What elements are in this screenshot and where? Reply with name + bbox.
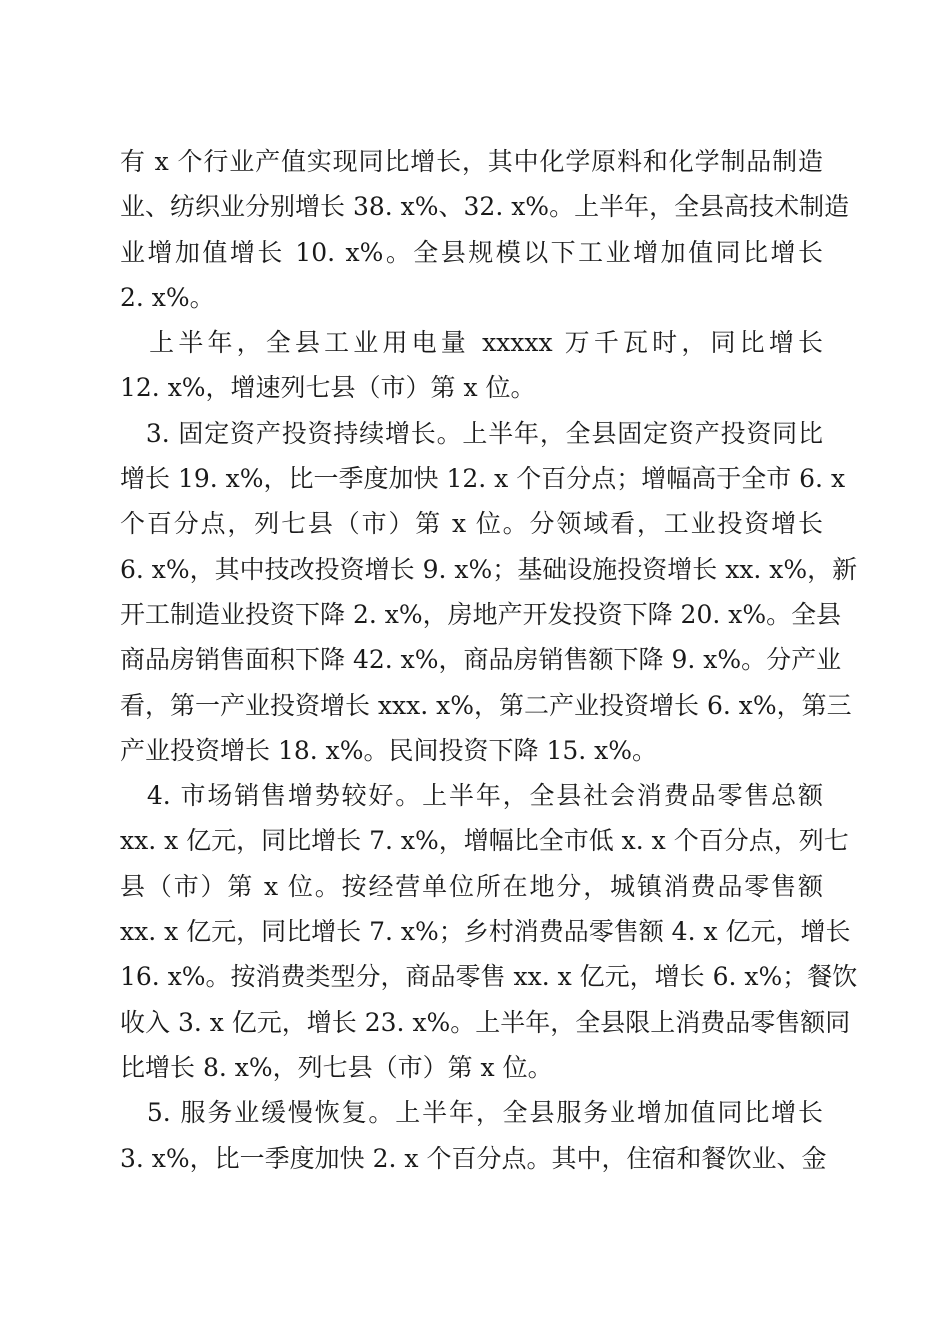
text-line-3: 业增加值增长 10. x%。全县规模以下工业增加值同比增长 — [120, 237, 823, 267]
text-line-14: 产业投资增长 18. x%。民间投资下降 15. x%。 — [120, 735, 658, 765]
text-line-13: 看，第一产业投资增长 xxx. x%，第二产业投资增长 6. x%，第三 — [120, 690, 852, 720]
text-line-17: 县（市）第 x 位。按经营单位所在地分，城镇消费品零售额 — [120, 871, 823, 901]
document-body — [120, 139, 858, 1181]
text-line-1: 有 x 个行业产值实现同比增长，其中化学原料和化学制品制造 — [120, 147, 823, 176]
text-line-8: 增长 19. x%，比一季度加快 12. x 个百分点；增幅高于全市 6. x — [120, 464, 846, 494]
text-line-15: 4. 市场销售增势较好。上半年，全县社会消费品零售总额 — [120, 781, 823, 811]
text-line-11: 开工制造业投资下降 2. x%，房地产开发投资下降 20. x%。全县 — [120, 599, 842, 629]
text-line-21: 比增长 8. x%，列七县（市）第 x 位。 — [120, 1052, 553, 1082]
text-line-12: 商品房销售面积下降 42. x%，商品房销售额下降 9. x%。分产业 — [120, 645, 842, 675]
text-line-4: 2. x%。 — [120, 282, 215, 312]
text-line-16: xx. x 亿元，同比增长 7. x%，增幅比全市低 x. x 个百分点，列七 — [120, 826, 849, 856]
text-line-6: 12. x%，增速列七县（市）第 x 位。 — [120, 373, 536, 403]
text-line-19: 16. x%。按消费类型分，商品零售 xx. x 亿元，增长 6. x%；餐饮 — [120, 962, 858, 992]
text-line-7: 3. 固定资产投资持续增长。上半年，全县固定资产投资同比 — [120, 418, 823, 448]
text-line-5: 上半年，全县工业用电量 xxxxx 万千瓦时，同比增长 — [120, 328, 823, 358]
text-line-20: 收入 3. x 亿元，增长 23. x%。上半年，全县限上消费品零售额同 — [120, 1007, 851, 1037]
text-line-22: 5. 服务业缓慢恢复。上半年，全县服务业增加值同比增长 — [120, 1098, 823, 1128]
text-line-2: 业、纺织业分别增长 38. x%、32. x%。上半年，全县高技术制造 — [120, 192, 850, 222]
text-line-23: 3. x%，比一季度加快 2. x 个百分点。其中，住宿和餐饮业、金 — [120, 1143, 827, 1173]
text-line-9: 个百分点，列七县（市）第 x 位。分领域看，工业投资增长 — [120, 509, 823, 539]
text-line-18: xx. x 亿元，同比增长 7. x%；乡村消费品零售额 4. x 亿元，增长 — [120, 917, 851, 947]
text-line-10: 6. x%，其中技改投资增长 9. x%；基础设施投资增长 xx. x%，新 — [120, 554, 858, 584]
